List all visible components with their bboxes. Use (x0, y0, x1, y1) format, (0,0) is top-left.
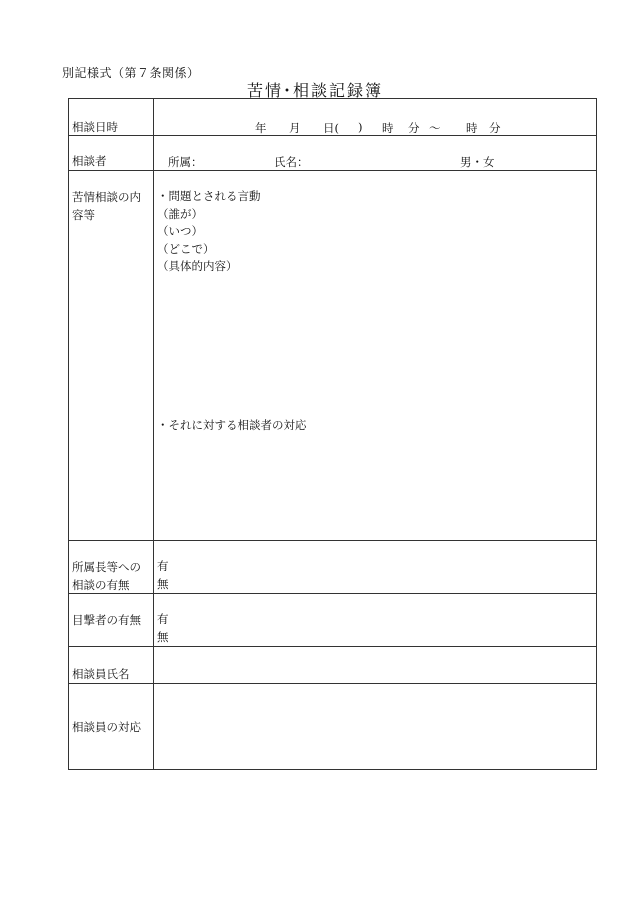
witness-label: 目撃者の有無 (72, 613, 141, 627)
consultant-label: 相談者 (72, 154, 107, 168)
minute-unit: 分 (408, 121, 420, 135)
row-divider (69, 646, 596, 647)
supervisor-yes[interactable]: 有 (157, 559, 169, 573)
content-item: （いつ） (157, 224, 203, 238)
row-divider (69, 593, 596, 594)
range-tilde: ～ (429, 121, 441, 135)
supervisor-no[interactable]: 無 (157, 576, 169, 591)
content-item: （具体的内容） (157, 259, 238, 273)
hour-unit: 時 (382, 121, 394, 135)
consultant-response-area[interactable] (157, 417, 307, 435)
record-table (68, 98, 597, 770)
counselor-name-label: 相談員氏名 (72, 667, 130, 681)
counselor-name-field[interactable] (155, 648, 594, 681)
consultant-response-text: ・それに対する相談者の対応 (157, 418, 307, 432)
end-hour-unit: 時 (466, 121, 478, 135)
day-unit: 日( (323, 121, 339, 135)
supervisor-label-line2: 相談の有無 (72, 578, 130, 592)
content-label-line2: 容等 (72, 208, 95, 222)
form-number-label: 別記様式（第７条関係） (62, 66, 200, 80)
row-divider (69, 170, 596, 171)
content-item: （どこで） (157, 241, 215, 256)
supervisor-label (72, 558, 141, 594)
row-divider (69, 540, 596, 541)
weekday-close: ) (358, 120, 363, 134)
gender-field[interactable]: 男・女 (460, 155, 495, 169)
supervisor-label-line1: 所属長等への (72, 560, 141, 574)
witness-no[interactable]: 無 (157, 629, 169, 644)
witness-yes[interactable]: 有 (157, 612, 169, 626)
document-title: 苦情･相談記録簿 (246, 81, 383, 100)
witness-options[interactable] (157, 611, 169, 646)
counselor-response-field[interactable] (155, 685, 594, 769)
row-divider (69, 683, 596, 684)
column-divider (153, 99, 154, 769)
content-item: ・問題とされる言動 (157, 189, 261, 203)
end-minute-unit: 分 (489, 121, 501, 135)
content-label-line1: 苦情相談の内 (72, 190, 141, 204)
counselor-response-label: 相談員の対応 (72, 720, 141, 734)
month-unit: 月 (289, 121, 301, 135)
supervisor-options[interactable] (157, 558, 169, 593)
year-unit: 年 (255, 121, 267, 135)
affiliation-field[interactable]: 所属： (168, 155, 203, 169)
content-details-area[interactable] (157, 188, 261, 276)
name-field[interactable]: 氏名： (274, 155, 309, 169)
content-item: （誰が） (157, 206, 203, 221)
content-label (72, 188, 141, 224)
datetime-label: 相談日時 (72, 120, 118, 134)
